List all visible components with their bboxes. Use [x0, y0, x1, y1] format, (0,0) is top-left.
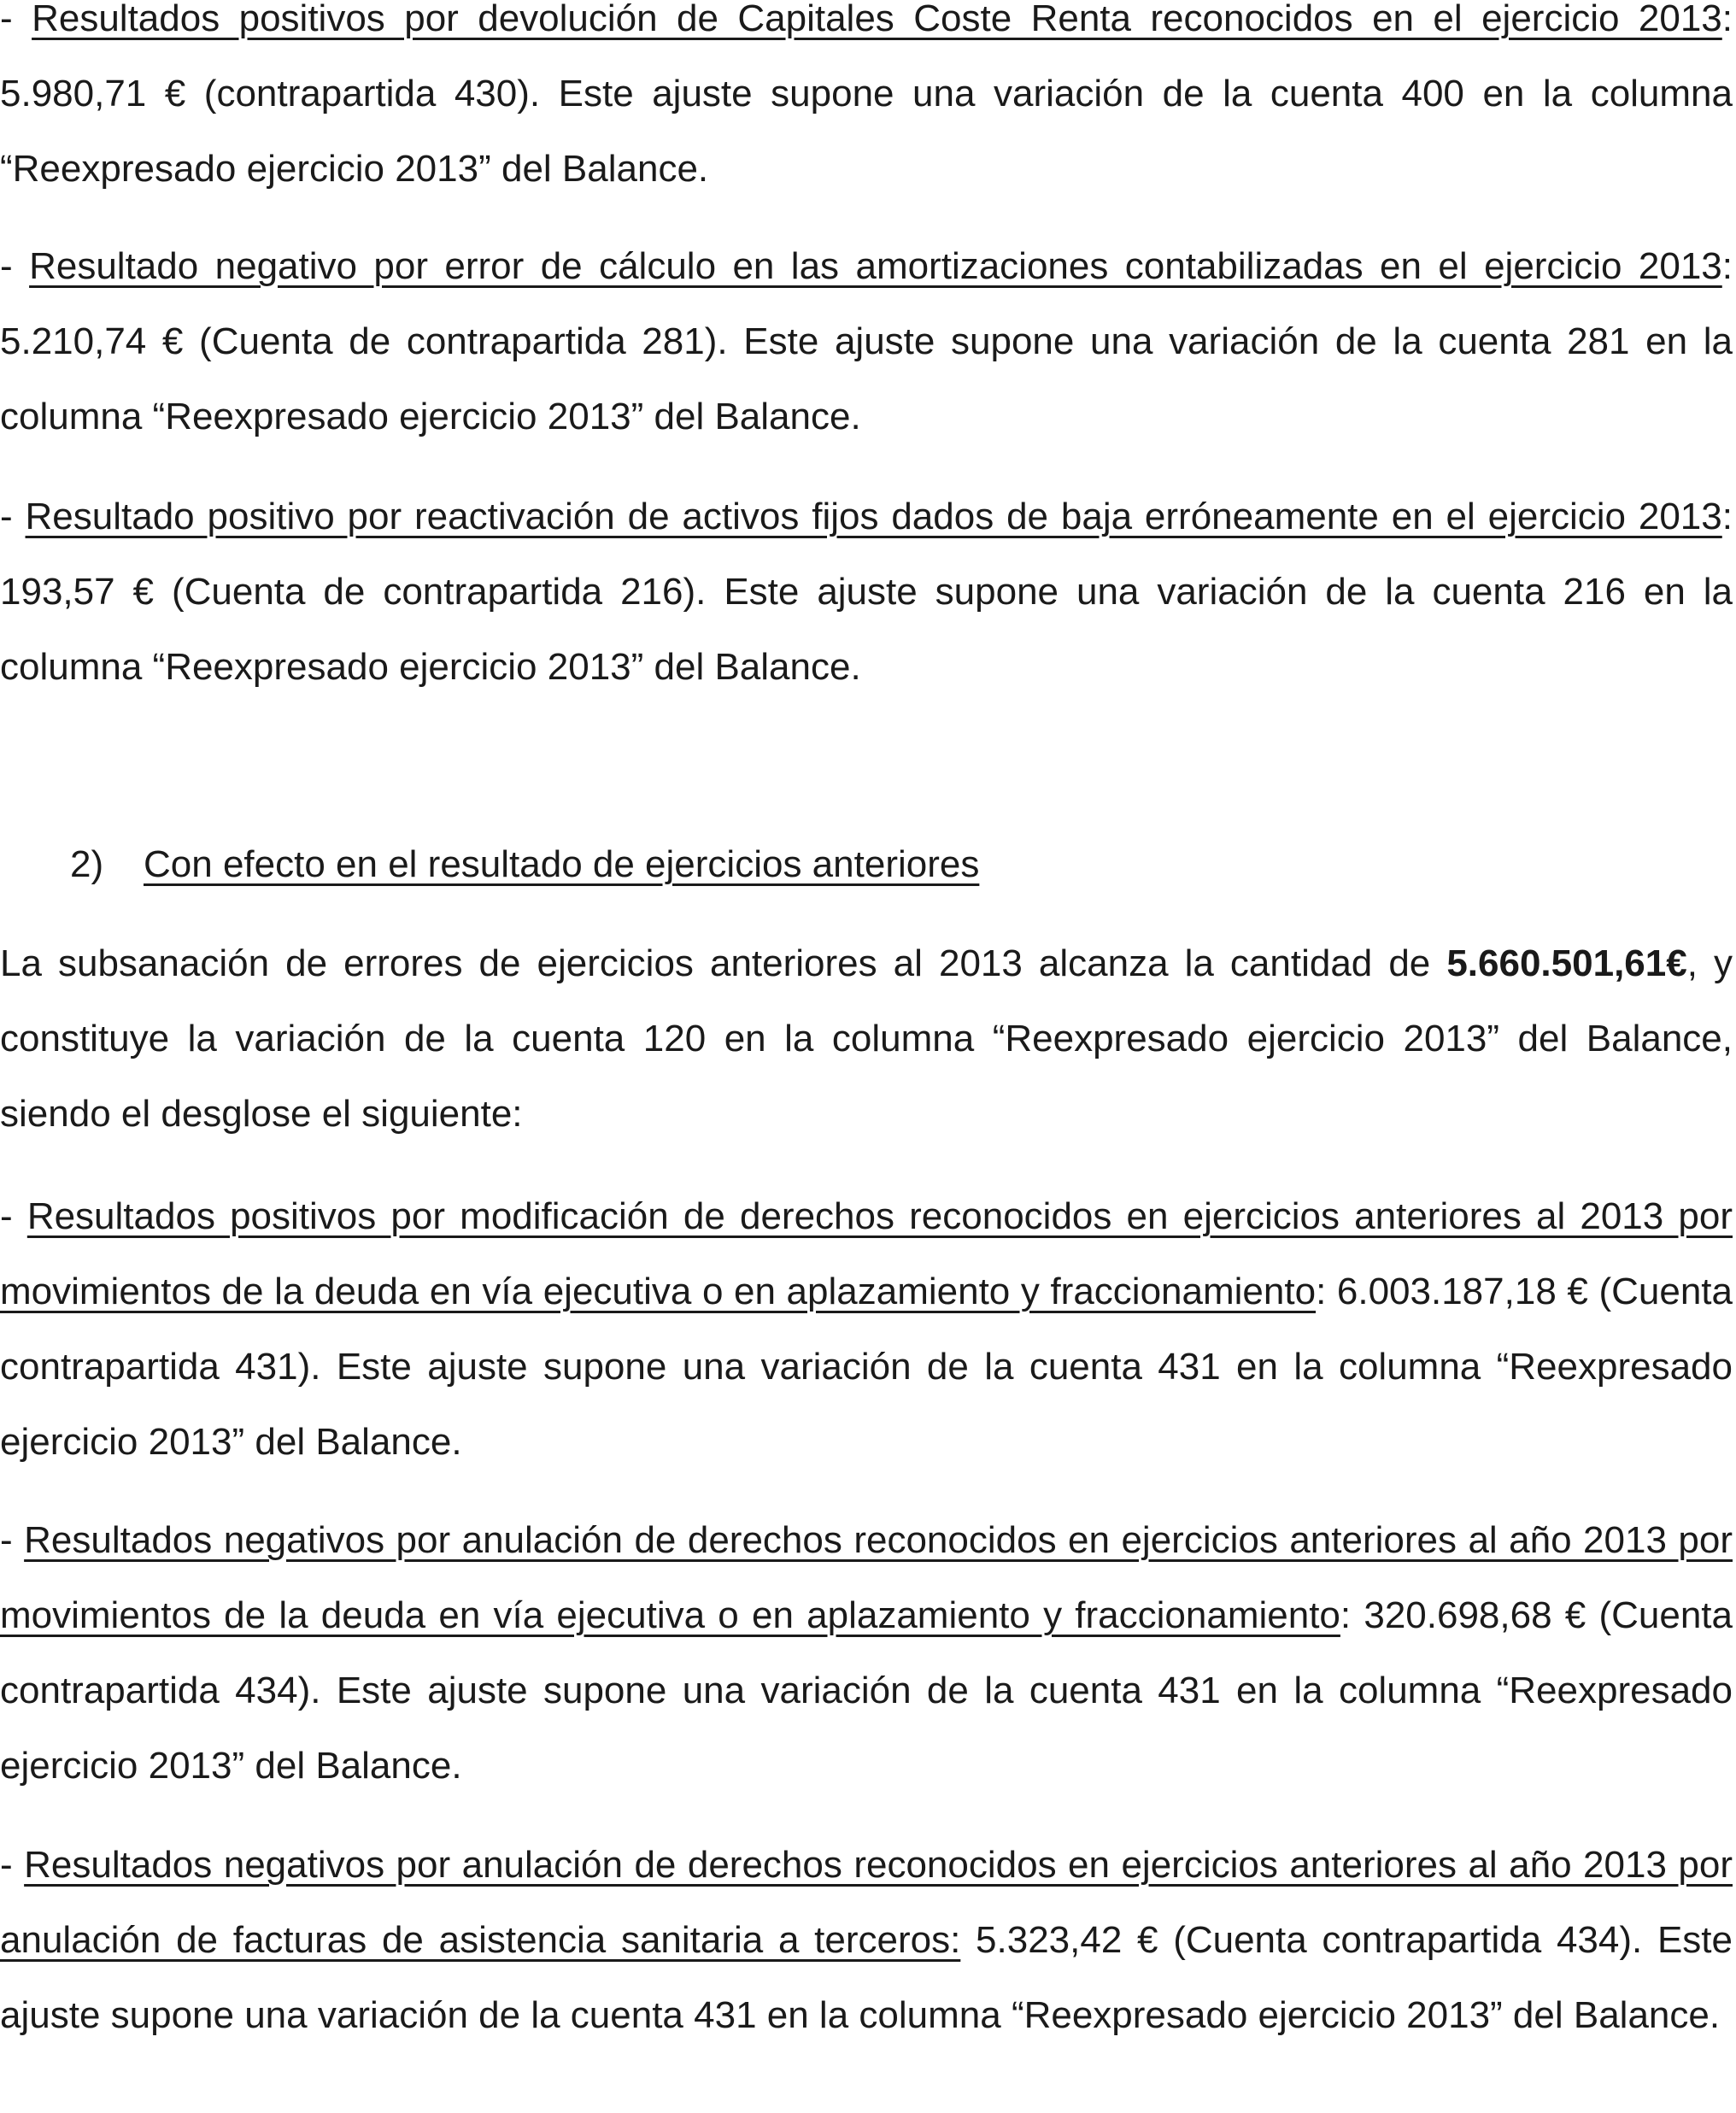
paragraph-anulacion-facturas — [0, 1828, 1733, 2053]
list-dash: - — [0, 1519, 25, 1561]
section-heading — [70, 827, 979, 902]
item-detail: : 5.980,71 € (contrapartida 430). Este ajuste supone una variación de la cuenta 400 en la columna “Reexpresado ejercicio 2013” del Balance. — [0, 0, 1733, 190]
item-detail: : 6.003.187,18 € (Cuenta contrapartida 431). Este ajuste supone una variación de la cuenta 431 en la columna “Reexpresado ejercicio 2013” del Balance. — [0, 1271, 1733, 1463]
section-number: 2) — [70, 843, 104, 885]
underlined-item-title: Resultados positivos por modificación de derechos reconocidos en ejercicios anteriores al 2013 por movimientos de la deuda en vía ejecutiva o en aplazamiento y fraccionamiento — [0, 1195, 1733, 1312]
list-dash: - — [0, 496, 26, 537]
underlined-item-title: Resultado positivo por reactivación de activos fijos dados de baja erróneamente en el ejercicio 2013 — [25, 496, 1722, 537]
paragraph-capitales-coste-renta — [0, 0, 1733, 207]
item-detail: 5.323,42 € (Cuenta contrapartida 434). Este ajuste supone una variación de la cuenta 431 en la columna “Reexpresado ejercicio 2013” del Balance. — [0, 1919, 1733, 2036]
list-dash: - — [0, 0, 32, 39]
paragraph-activos-fijos — [0, 479, 1733, 705]
item-detail: : 5.210,74 € (Cuenta de contrapartida 281). Este ajuste supone una variación de la cuenta 281 en la columna “Reexpresado ejercicio 2013” del Balance. — [0, 245, 1733, 437]
intro-text: La subsanación de errores de ejercicios anteriores al 2013 alcanza la cantidad de — [0, 942, 1447, 984]
list-dash: - — [0, 245, 30, 287]
item-detail: : 193,57 € (Cuenta de contrapartida 216). Este ajuste supone una variación de la cuenta 216 en la columna “Reexpresado ejercicio 2013” del Balance. — [0, 496, 1733, 688]
underlined-item-title: Resultados negativos por anulación de derechos reconocidos en ejercicios anteriores al año 2013 por movimientos de la deuda en vía ejecutiva o en aplazamiento y fraccionamiento — [0, 1519, 1733, 1636]
paragraph-subsanacion-intro — [0, 926, 1733, 1152]
paragraph-amortizaciones — [0, 229, 1733, 455]
paragraph-anulacion-derechos — [0, 1503, 1733, 1804]
underlined-item-title: Resultados negativos por anulación de derechos reconocidos en ejercicios anteriores al año 2013 por anulación de facturas de asistencia sanitaria a terceros: — [0, 1844, 1733, 1961]
list-dash: - — [0, 1195, 27, 1237]
list-dash: - — [0, 1844, 25, 1886]
underlined-item-title: Resultados positivos por devolución de Capitales Coste Renta reconocidos en el ejercicio 2013 — [32, 0, 1722, 39]
intro-text-continued: , y constituye la variación de la cuenta 120 en la columna “Reexpresado ejercicio 2013” del Balance, siendo el desglose el siguiente: — [0, 942, 1733, 1135]
paragraph-modificacion-derechos — [0, 1179, 1733, 1480]
total-amount: 5.660.501,61€ — [1446, 942, 1687, 984]
underlined-item-title: Resultado negativo por error de cálculo en las amortizaciones contabilizadas en el ejercicio 2013 — [29, 245, 1722, 287]
item-detail: : 320.698,68 € (Cuenta contrapartida 434). Este ajuste supone una variación de la cuenta 431 en la columna “Reexpresado ejercicio 2013” del Balance. — [0, 1594, 1733, 1787]
section-title: Con efecto en el resultado de ejercicios anteriores — [144, 843, 980, 885]
